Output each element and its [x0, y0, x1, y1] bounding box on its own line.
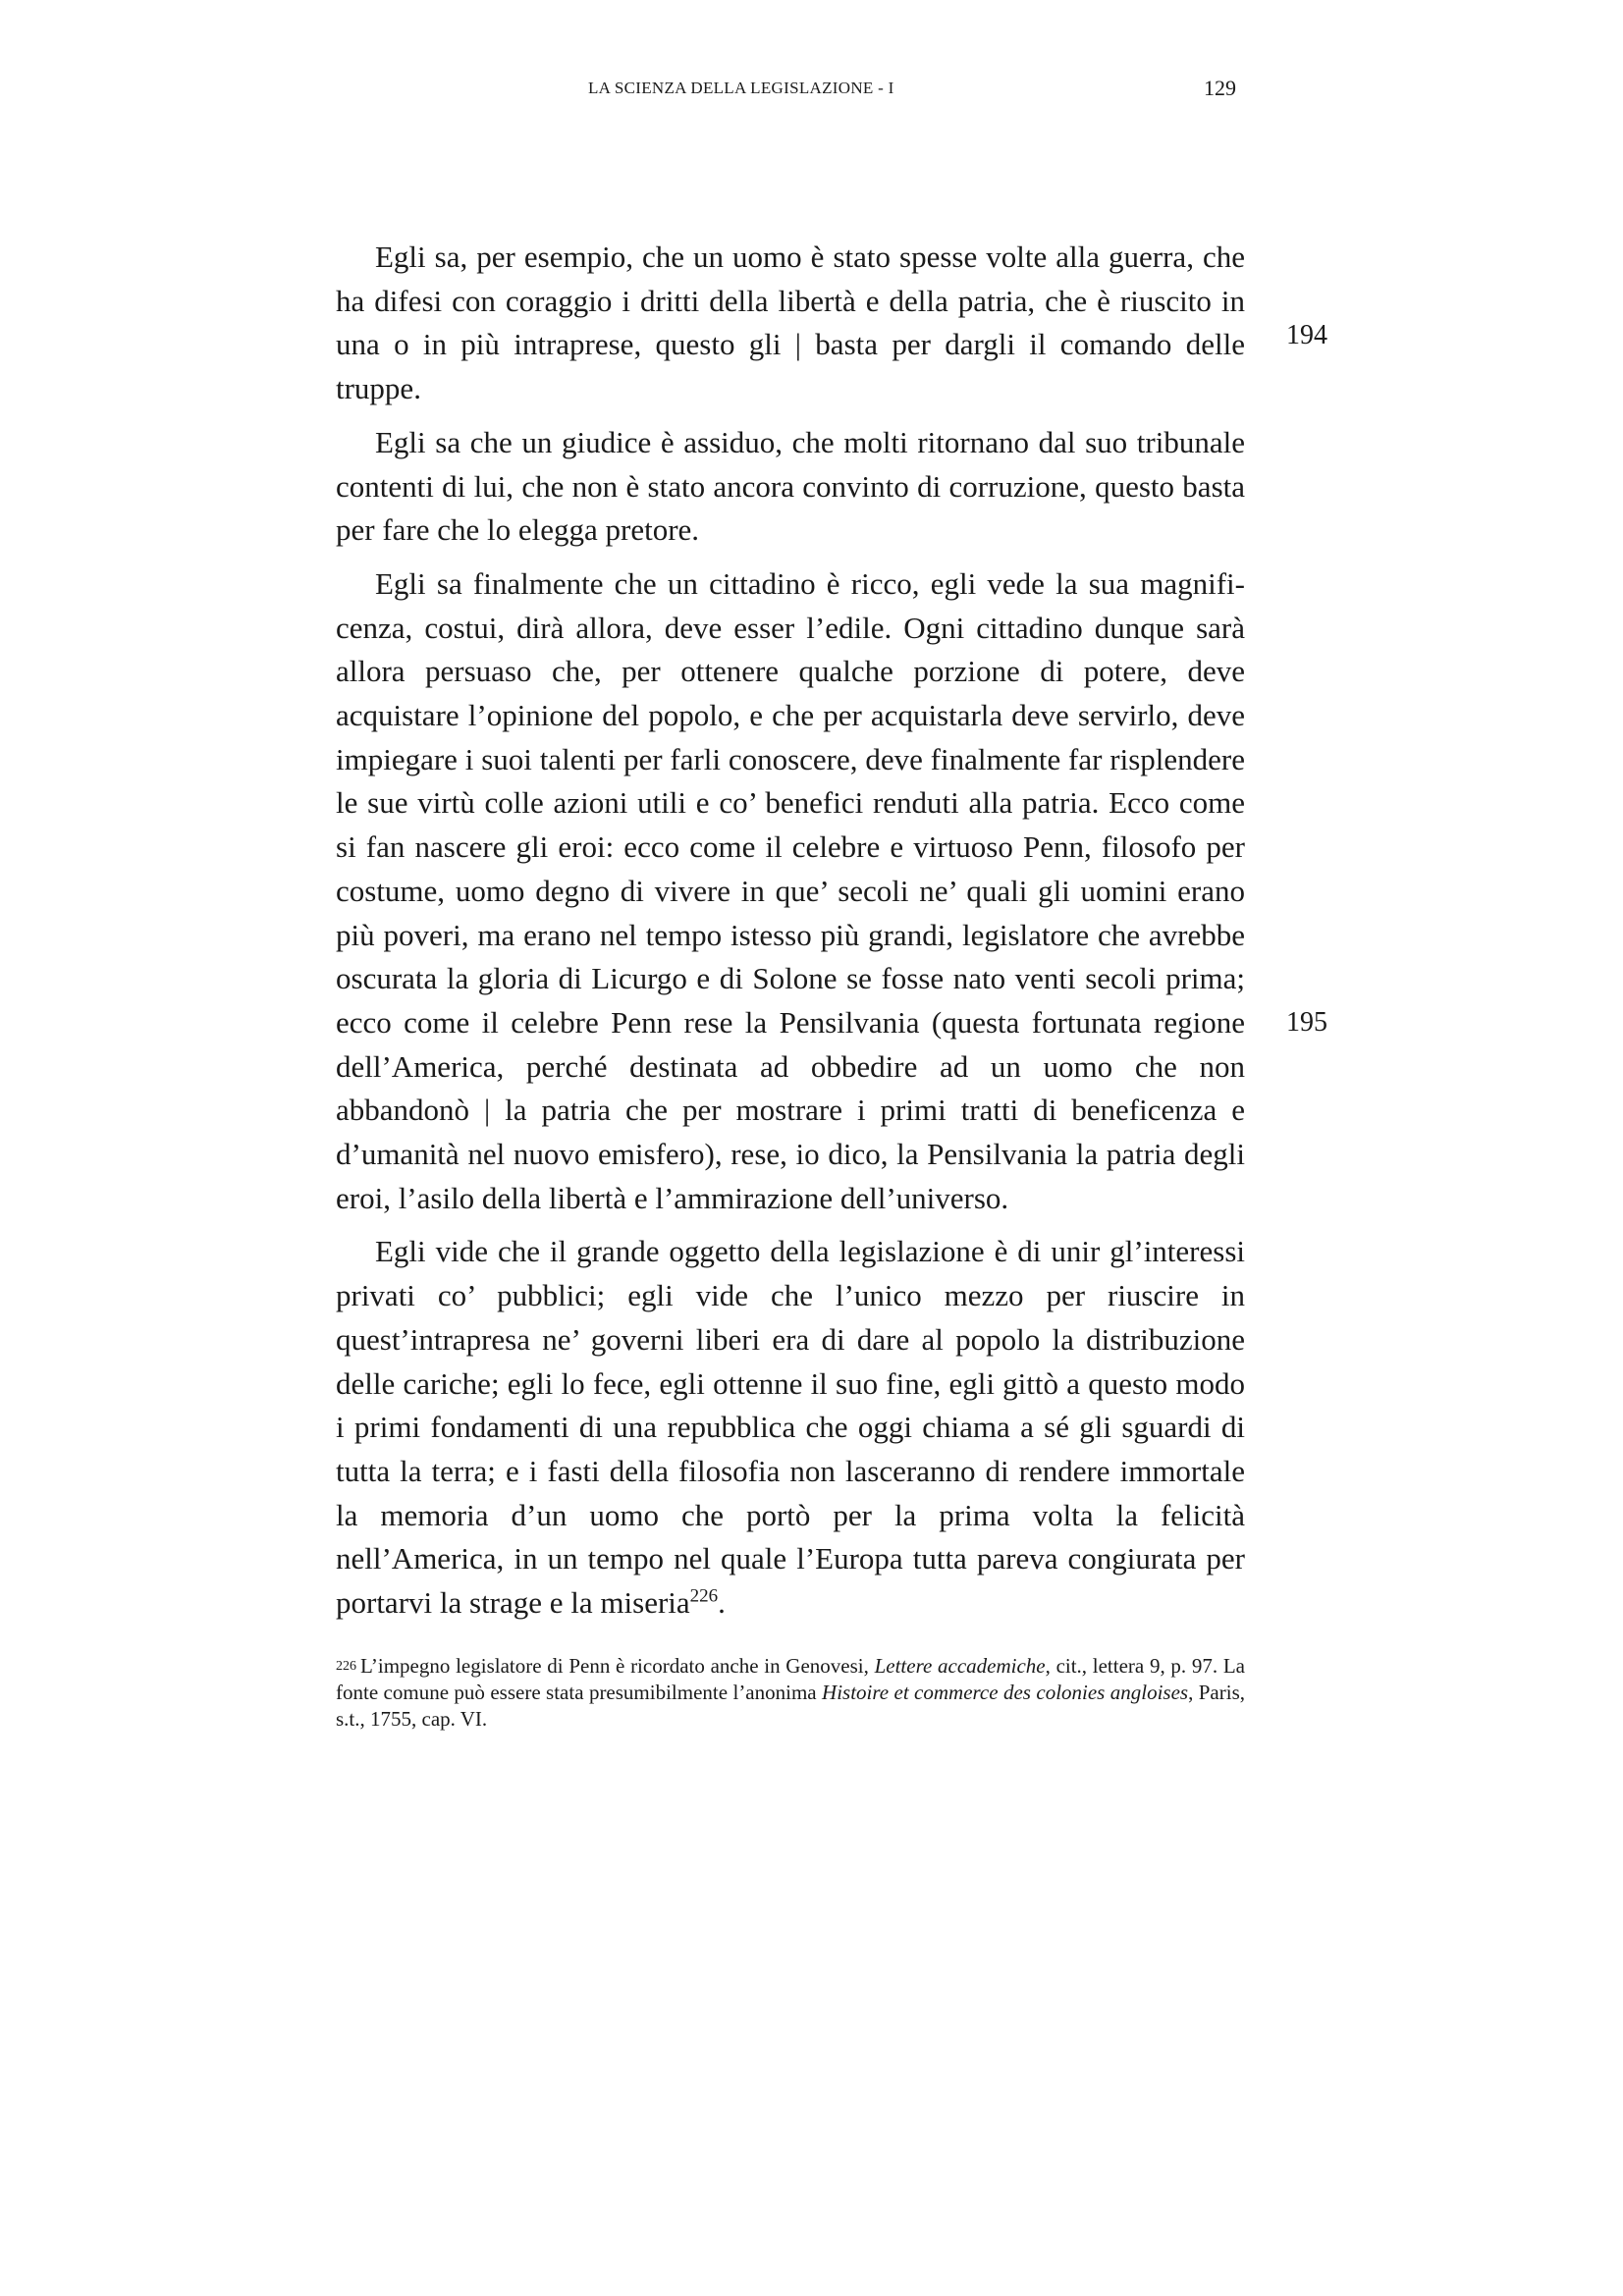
footnote-text-2: , cit., lettera 9, p. 97. La fonte comune può essere stata presumibilmente l’anonima	[336, 1654, 1245, 1704]
paragraph-2: Egli sa che un giudice è assiduo, che molti ritornano dal suo tribunale contenti di lui, che non è stato ancora convinto di corruzione, questo basta per fare che lo elegga pretore.	[336, 424, 1245, 548]
running-head: LA SCIENZA DELLA LEGISLAZIONE - I	[588, 79, 894, 97]
main-text	[336, 236, 1245, 1626]
paragraph-4	[336, 1230, 1245, 1625]
footnote-reference: 226	[689, 1585, 719, 1607]
paragraph-3: Egli sa finalmente che un cittadino è ricco, egli vede la sua magnificenza, costui, dirà allora, deve esser l’edile. Ogni cittadino dunque sarà allora persuaso che, per ottenere qualche porzione di potere, deve acquistare l’opinione del popolo, e che per acquistarla deve servirlo, deve impiegare i suoi talenti per farli conoscere, deve finalmente far risplendere le sue virtù colle azioni utili e co’ benefici renduti alla patria. Ecco come si fan nascere gli eroi: ecco come il celebre e virtuoso Penn, filosofo per costume, uomo degno di vivere in que’ secoli ne’ quali gli uomini erano più poveri, ma erano nel tempo istesso più grandi, legislatore che avrebbe oscurata la gloria di Licurgo e di Solone se fosse nato venti secoli prima; ecco come il celebre Penn rese la Pensilvania (questa fortunata regione dell’America, perché destinata ad obbedire ad un uomo che non abbandonò | la patria che per mostrare i primi tratti di beneficenza e d’umanità nel nuovo emisfero), rese, io dico, la Pensilvania la patria degli eroi, l’asilo della libertà e l’ammirazione dell’universo.	[336, 565, 1245, 1215]
margin-number-195: 195	[1286, 1007, 1327, 1038]
footnote-text-3: , Paris, s.t., 1755, cap. VI.	[336, 1681, 1245, 1731]
footnote-text-1: L’impegno legislatore di Penn è ricordato anche in Genovesi,	[360, 1654, 875, 1678]
footnote	[336, 1653, 1245, 1733]
footnote-title-2: Histoire et commerce des colonies angloises	[822, 1681, 1189, 1704]
paragraph-4-period: .	[718, 1585, 726, 1621]
footnote-number: 226	[336, 1659, 356, 1674]
margin-number-194: 194	[1286, 320, 1327, 350]
footnote-title-1: Lettere accademiche	[874, 1654, 1046, 1678]
paragraph-4-text: Egli vide che il grande oggetto della legislazione è di unir gl’interessi privati co’ pubblici; egli vide che l’unico mezzo per riuscire in quest’intrapresa ne’ governi liberi era di dare al popolo la distribuzione delle cariche; egli lo fece, egli ottenne il suo fine, egli gittò a questo modo i primi fondamenti di una repubblica che oggi chiama a sé gli sguardi di tutta la terra; e i fasti della filosofia non lasceranno di rendere immortale la memoria d’un uomo che portò per la prima volta la felicità nell’America, in un tempo nel quale l’Europa tutta pareva congiurata per portarvi la strage e la miseria	[336, 1234, 1245, 1621]
paragraph-1: Egli sa, per esempio, che un uomo è stato spesse volte alla guerra, che ha difesi con coraggio i dritti della libertà e della patria, che è riuscito in una o in più intraprese, questo gli | basta per dargli il comando delle truppe.	[336, 240, 1245, 406]
page-number: 129	[1204, 76, 1236, 100]
